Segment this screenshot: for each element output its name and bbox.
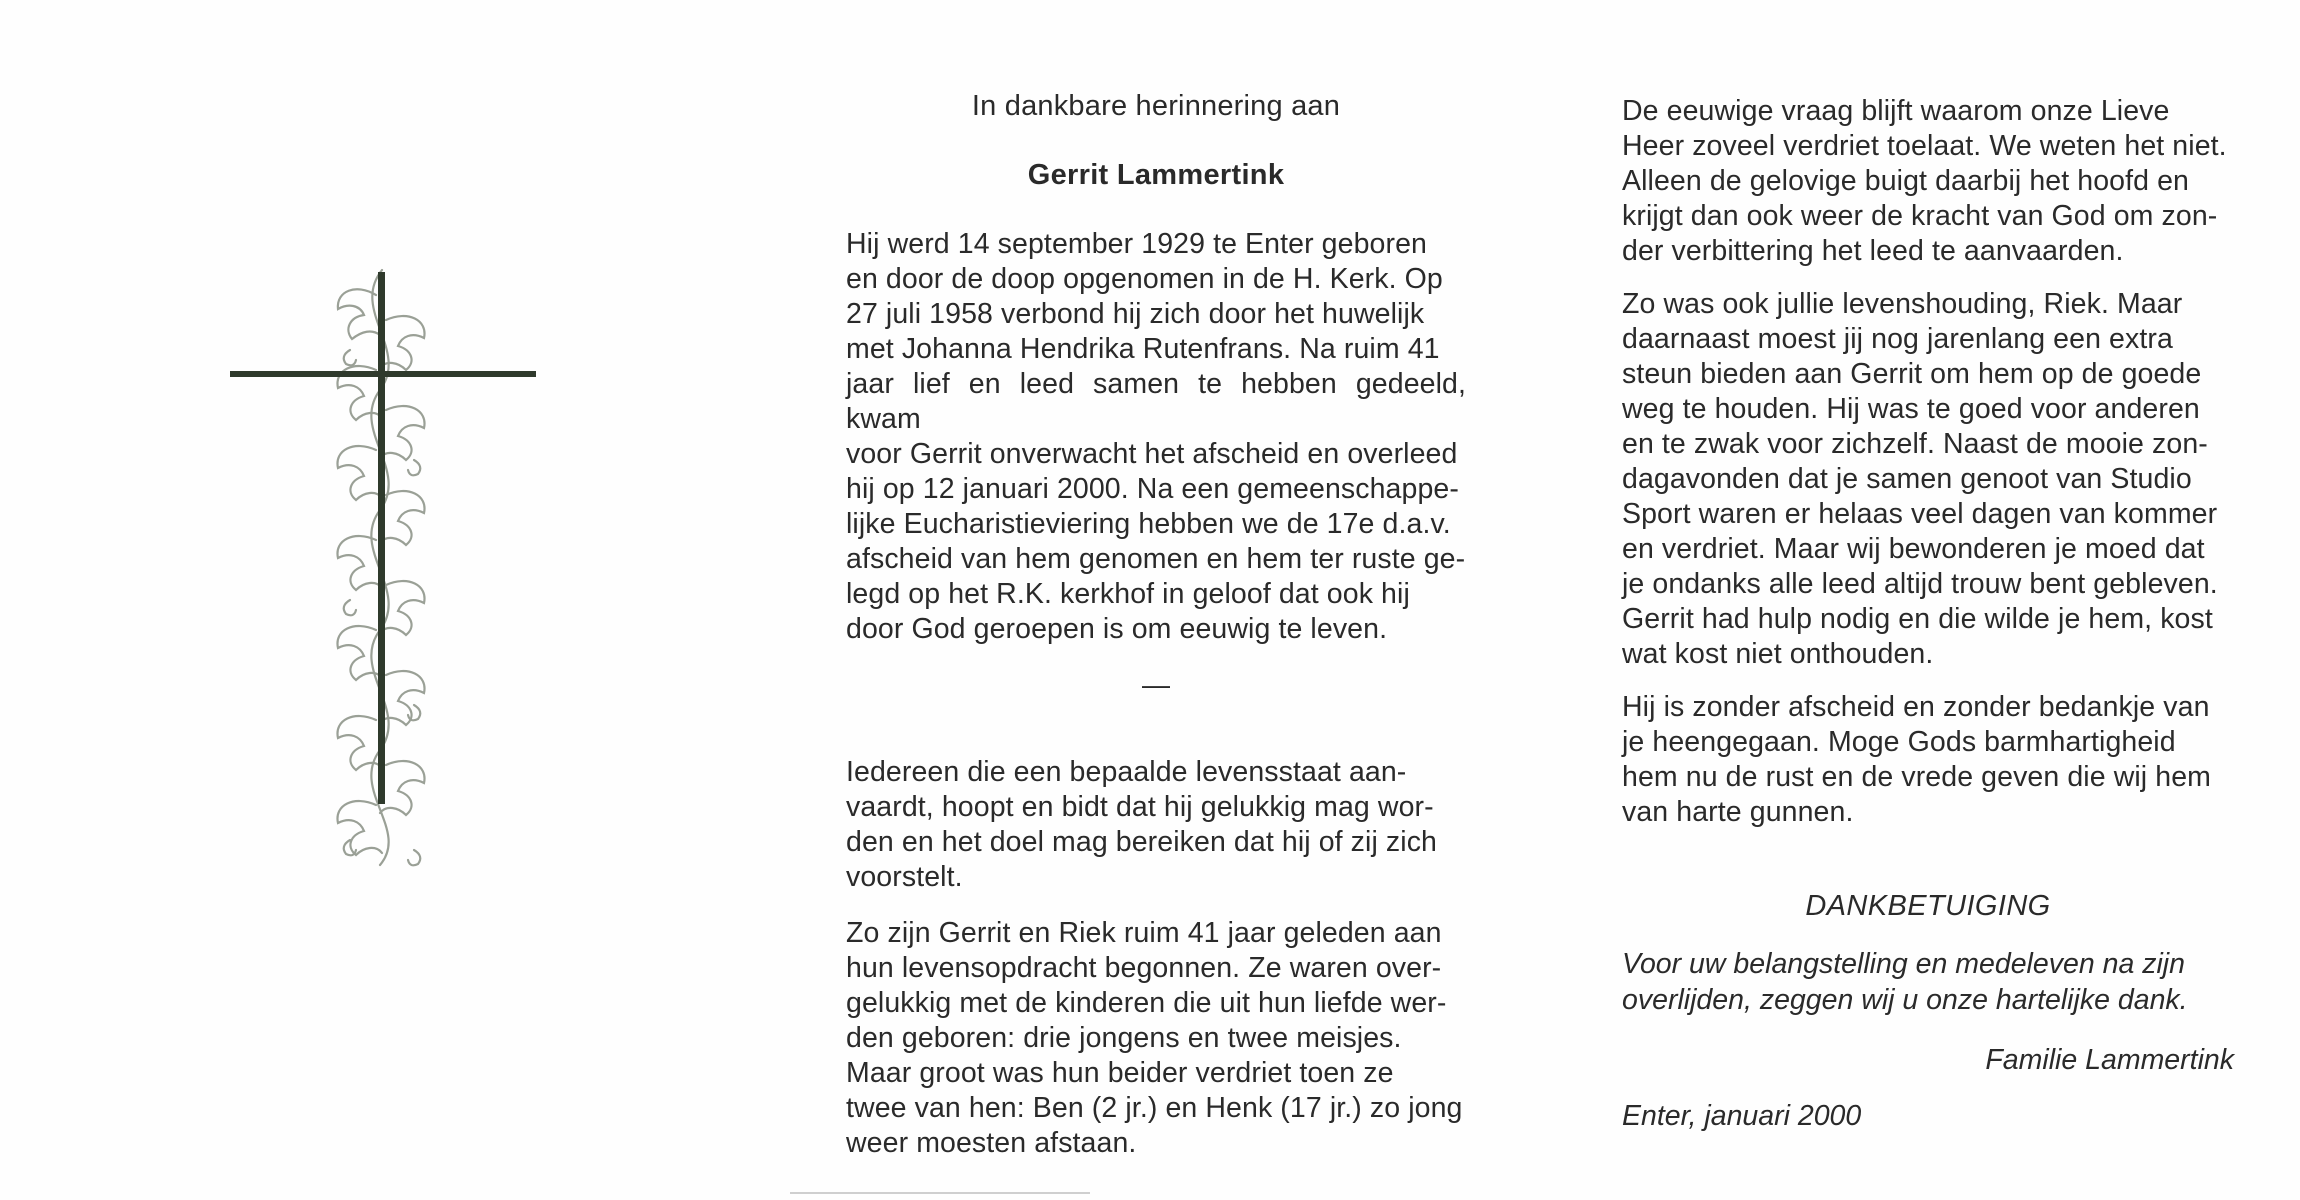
text-line: dagavonden dat je samen genoot van Studio <box>1622 463 2192 495</box>
text-line: voorstelt. <box>846 861 963 893</box>
text-line: je ondanks alle leed altijd trouw bent gebleven. <box>1622 568 2218 600</box>
text-line: vaardt, hoopt en bidt dat hij gelukkig mag wor- <box>846 791 1434 823</box>
section-divider: — <box>1142 669 1170 700</box>
text-line: Heer zoveel verdriet toelaat. We weten het niet. <box>1622 130 2227 162</box>
text-line: Zo was ook jullie levenshouding, Riek. Maar <box>1622 288 2183 320</box>
text-line: krijgt dan ook weer de kracht van God om zon- <box>1622 200 2218 232</box>
text-line: afscheid van hem genomen en hem ter ruste ge- <box>846 543 1466 575</box>
cross-ornament-panel <box>200 250 560 900</box>
text-line: van harte gunnen. <box>1622 796 1854 828</box>
text-line: twee van hen: Ben (2 jr.) en Henk (17 jr.) zo jong <box>846 1092 1463 1124</box>
text-line: der verbittering het leed te aanvaarden. <box>1622 235 2124 267</box>
text-line: Voor uw belangstelling en medeleven na zijn <box>1622 948 2185 980</box>
text-line: weer moesten afstaan. <box>846 1127 1137 1159</box>
life-state-paragraph <box>846 755 1466 895</box>
text-line: Gerrit had hulp nodig en die wilde je hem, kost <box>1622 603 2213 635</box>
family-paragraph <box>846 916 1466 1161</box>
text-line: den en het doel mag bereiken dat hij of zij zich <box>846 826 1437 858</box>
text-line: voor Gerrit onverwacht het afscheid en overleed <box>846 438 1458 470</box>
text-line: steun bieden aan Gerrit om hem op de goede <box>1622 358 2202 390</box>
text-line: en door de doop opgenomen in de H. Kerk. Op <box>846 263 1443 295</box>
farewell-paragraph <box>1622 690 2234 830</box>
text-line: met Johanna Hendrika Rutenfrans. Na ruim 41 <box>846 333 1440 365</box>
text-line: hem nu de rust en de vrede geven die wij hem <box>1622 761 2211 793</box>
text-line: weg te houden. Hij was te goed voor anderen <box>1622 393 2200 425</box>
thanks-heading: DANKBETUIGING <box>1805 890 2051 922</box>
text-line: Hij werd 14 september 1929 te Enter geboren <box>846 228 1427 260</box>
text-line: Maar groot was hun beider verdriet toen ze <box>846 1057 1394 1089</box>
text-line: lijke Eucharistieviering hebben we de 17e d.a.v. <box>846 508 1451 540</box>
text-line: Sport waren er helaas veel dagen van kommer <box>1622 498 2218 530</box>
biography-paragraph <box>846 227 1466 647</box>
text-line: legd op het R.K. kerkhof in geloof dat ook hij <box>846 578 1410 610</box>
text-line: gelukkig met de kinderen die uit hun liefde wer- <box>846 987 1447 1019</box>
text-line: Hij is zonder afscheid en zonder bedankje van <box>1622 691 2210 723</box>
text-line: overlijden, zeggen wij u onze hartelijke dank. <box>1622 984 2188 1016</box>
text-line: hij op 12 januari 2000. Na een gemeenschappe- <box>846 473 1459 505</box>
text-line: hun levensopdracht begonnen. Ze waren over- <box>846 952 1442 984</box>
text-line: en te zwak voor zichzelf. Naast de mooie zon- <box>1622 428 2208 460</box>
bottom-edge-line <box>790 1192 1090 1194</box>
middle-column <box>846 88 1466 1161</box>
place-and-date: Enter, januari 2000 <box>1622 1100 1862 1132</box>
deceased-name: Gerrit Lammertink <box>1027 159 1285 191</box>
eternal-question-paragraph <box>1622 94 2234 269</box>
text-line: jaar lief en leed samen te hebben gedeeld, kwam <box>846 368 1466 435</box>
latin-cross-icon <box>200 250 560 900</box>
thanks-message <box>1622 946 2234 1018</box>
text-line: wat kost niet onthouden. <box>1622 638 1934 670</box>
text-line: Zo zijn Gerrit en Riek ruim 41 jaar geleden aan <box>846 917 1442 949</box>
text-line: door God geroepen is om eeuwig te leven. <box>846 613 1388 645</box>
text-line: en verdriet. Maar wij bewonderen je moed dat <box>1622 533 2205 565</box>
text-line: den geboren: drie jongens en twee meisjes. <box>846 1022 1402 1054</box>
life-attitude-paragraph <box>1622 287 2234 672</box>
text-line: Alleen de gelovige buigt daarbij het hoofd en <box>1622 165 2190 197</box>
right-column <box>1622 94 2234 1134</box>
family-signature: Familie Lammertink <box>1985 1044 2234 1076</box>
intro-heading: In dankbare herinnering aan <box>971 90 1341 122</box>
text-line: Iedereen die een bepaalde levensstaat aan- <box>846 756 1407 788</box>
text-line: daarnaast moest jij nog jarenlang een extra <box>1622 323 2173 355</box>
text-line: je heengegaan. Moge Gods barmhartigheid <box>1622 726 2176 758</box>
text-line: 27 juli 1958 verbond hij zich door het huwelijk <box>846 298 1425 330</box>
text-line: De eeuwige vraag blijft waarom onze Lieve <box>1622 95 2170 127</box>
